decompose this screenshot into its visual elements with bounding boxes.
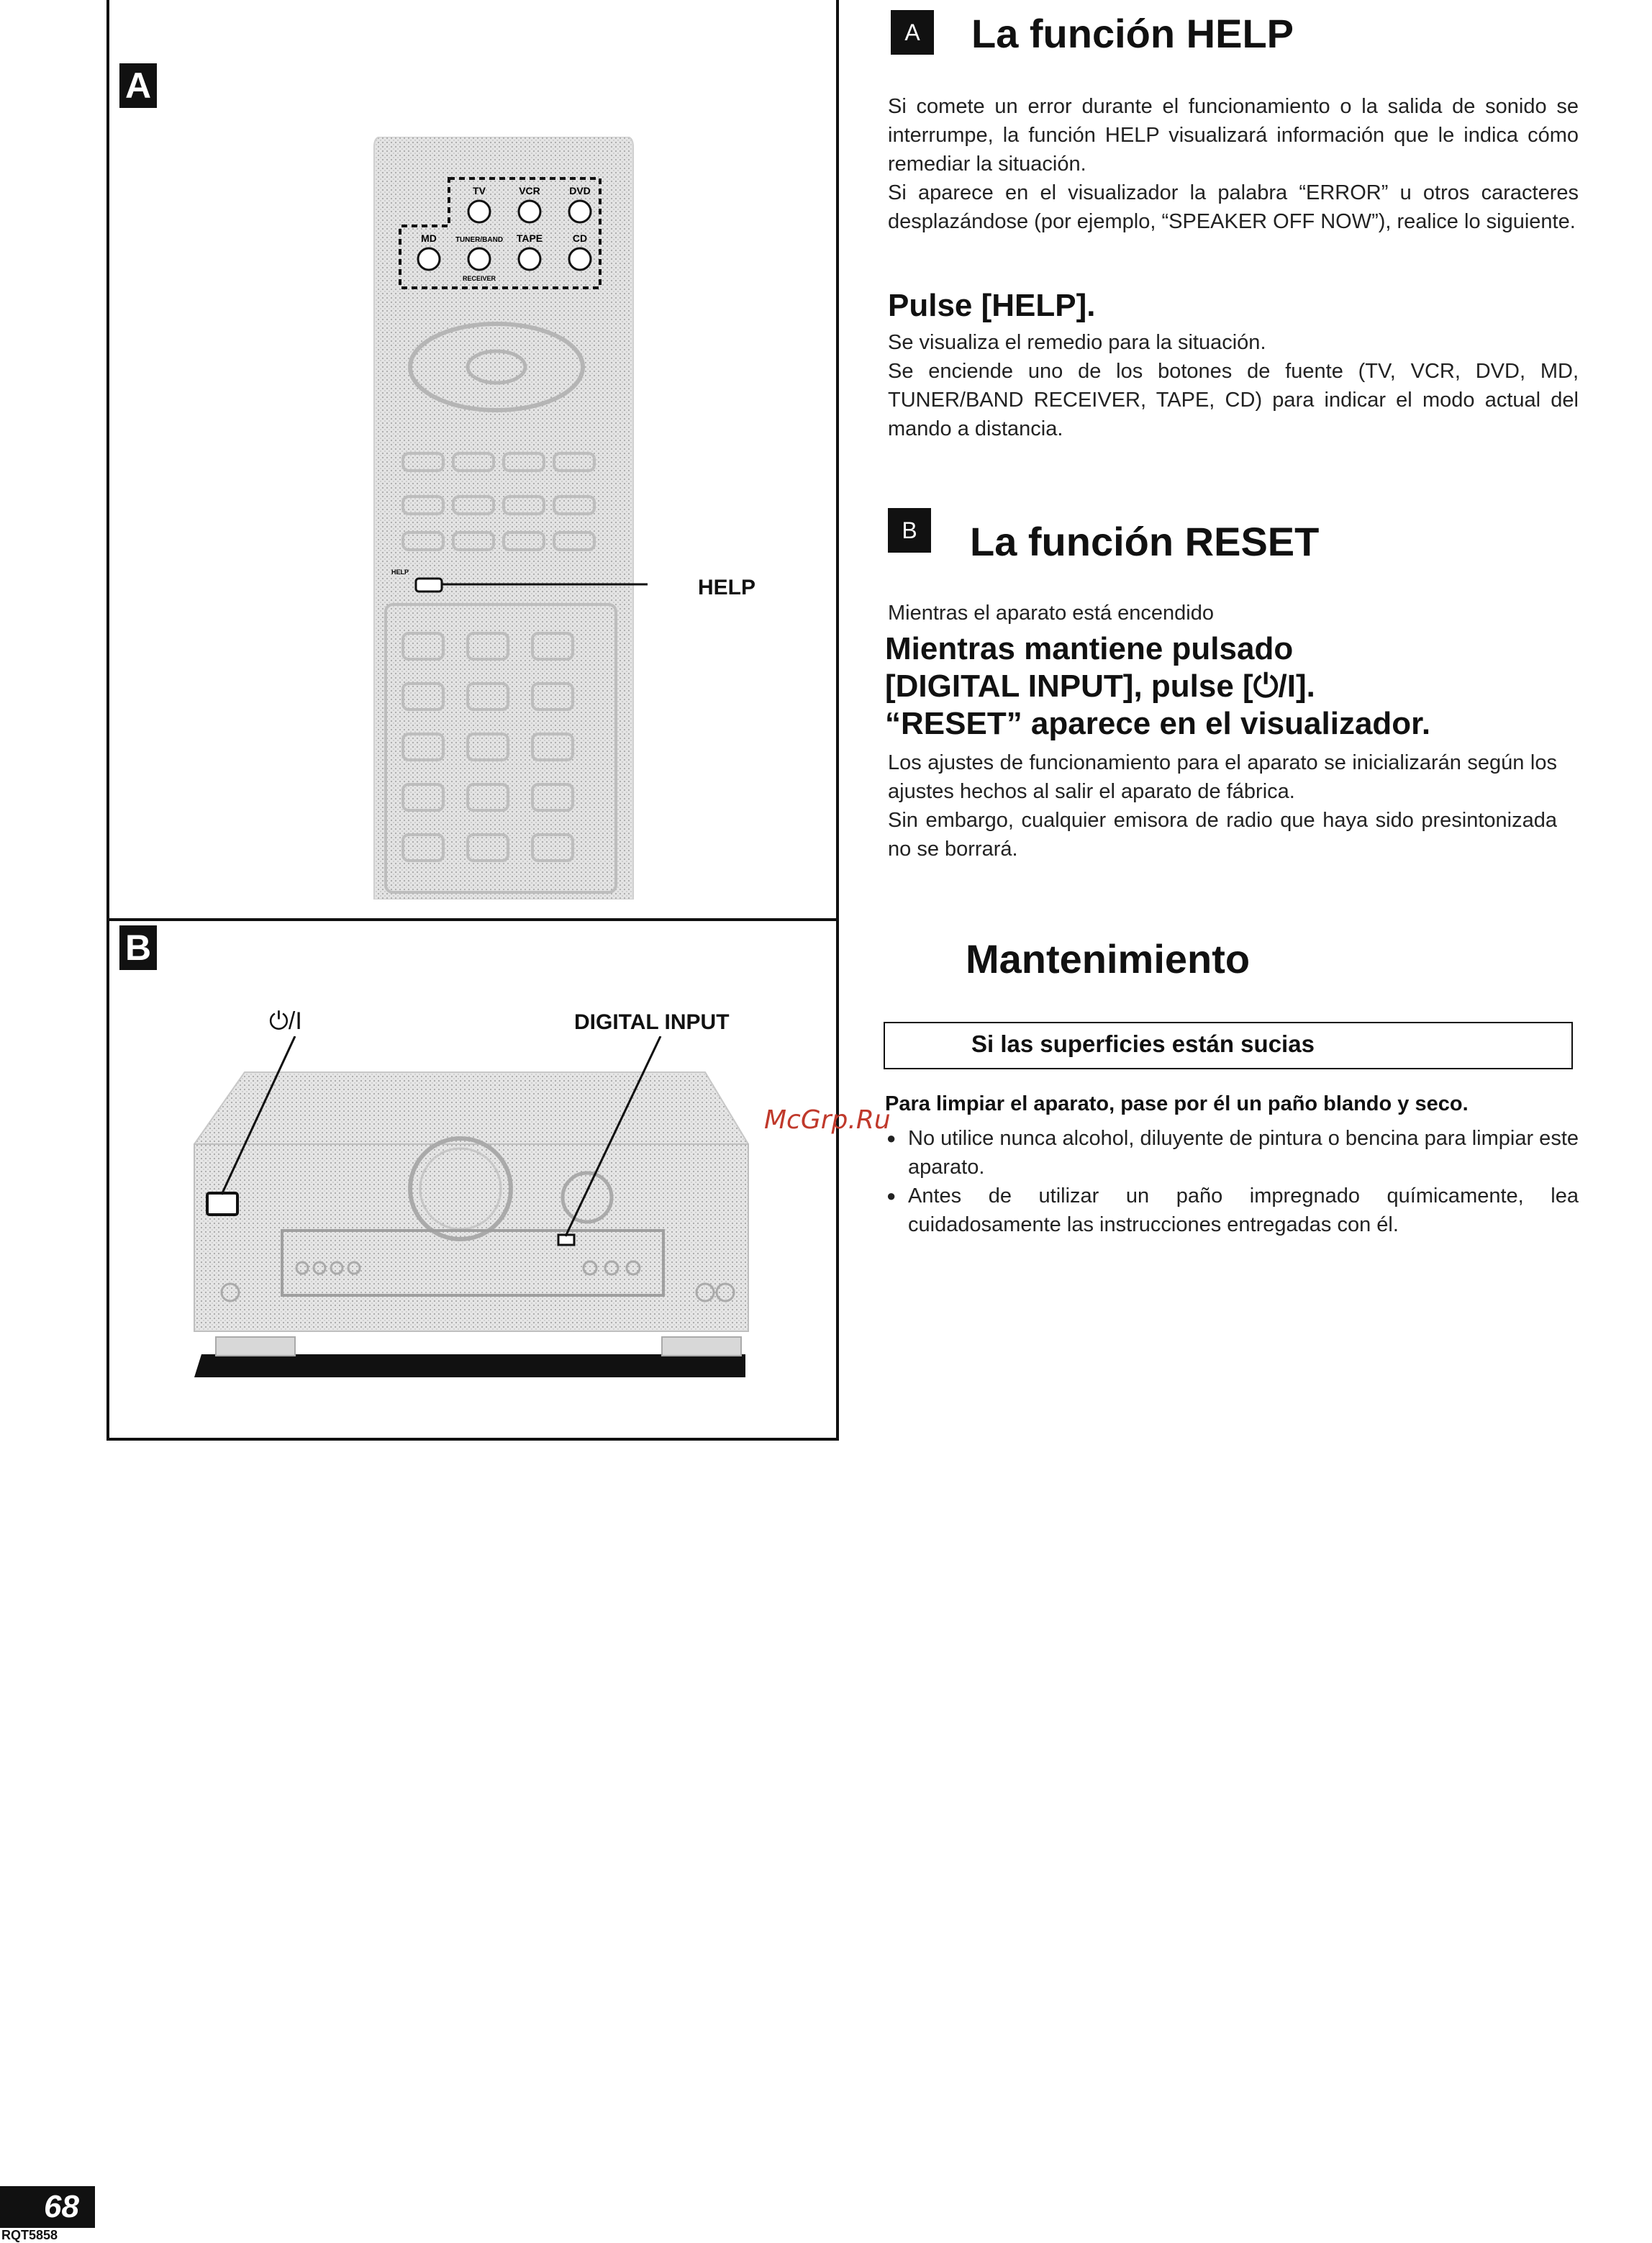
remote-label-md: MD (421, 232, 437, 244)
page-number: 68 (0, 2186, 95, 2228)
section-a-step-desc-1: Se visualiza el remedio para la situación. (888, 331, 1266, 354)
bullet-dot-icon: ● (886, 1129, 897, 1147)
watermark: McGrp.Ru (764, 1105, 891, 1135)
amplifier-illustration (187, 1036, 763, 1389)
maintenance-subhead: Si las superficies están sucias (971, 1030, 1315, 1057)
remote-label-vcr: VCR (519, 185, 540, 196)
figure-a-tag: A (119, 63, 157, 108)
digital-input-callout-label: DIGITAL INPUT (574, 1010, 730, 1034)
section-b-condition: Mientras el aparato está encendido (888, 602, 1215, 625)
illustration-divider (106, 918, 839, 921)
section-b-body-1: Los ajustes de funcionamiento para el aparato se inicializarán según los ajustes hechos al salir el aparato de fábrica. (888, 751, 1557, 803)
remote-label-tv: TV (473, 185, 486, 196)
remote-help-button (416, 579, 442, 592)
section-b-step-line-2: [DIGITAL INPUT], pulse [⏻/I]. (885, 669, 1315, 704)
remote-label-dvd: DVD (569, 185, 591, 196)
remote-control-illustration (360, 137, 648, 900)
section-a-intro-1: Si comete un error durante el funcionamiento o la salida de sonido se interrumpe, la función HELP visualizará información que le indica cómo remediar la situación. (888, 95, 1579, 176)
figure-b-tag: B (119, 925, 157, 970)
section-b-body-2: Sin embargo, cualquier emisora de radio que haya sido presintonizada no se borrará. (888, 809, 1557, 861)
remote-label-receiver: RECEIVER (462, 275, 496, 282)
document-code: RQT5858 (1, 2228, 58, 2242)
section-b-tag: B (888, 508, 931, 553)
power-button (207, 1193, 237, 1215)
power-callout-label: ⏻/I (269, 1007, 302, 1035)
section-b-title: La función RESET (970, 519, 1320, 564)
remote-label-cd: CD (572, 232, 588, 244)
section-b-step-line-1: Mientras mantiene pulsado (885, 631, 1294, 666)
section-a-title: La función HELP (971, 11, 1294, 56)
maintenance-title: Mantenimiento (966, 936, 1251, 982)
remote-label-tuner: TUNER/BAND (455, 236, 504, 244)
section-a-step: Pulse [HELP]. (888, 288, 1096, 323)
section-a-intro-2: Si aparece en el visualizador la palabra “ERROR” u otros caracteres desplazándose (por ejemplo, “SPEAKER OFF NOW”), realice lo siguiente. (888, 181, 1579, 233)
help-callout-label: HELP (698, 576, 756, 599)
section-a-step-desc-2: Se enciende uno de los botones de fuente (TV, VCR, DVD, MD, TUNER/BAND RECEIVER, TAPE, CD) para indicar el modo actual del mando a distancia. (888, 360, 1579, 440)
maintenance-subhead-box (884, 1022, 1573, 1069)
remote-label-help: HELP (391, 568, 409, 576)
maintenance-bullet-1: ● No utilice nunca alcohol, diluyente de pintura o bencina para limpiar este aparato. (888, 1124, 1579, 1182)
remote-label-tape: TAPE (516, 232, 543, 244)
maintenance-bullet-2: ● Antes de utilizar un paño impregnado químicamente, lea cuidadosamente las instrucciones entregadas con él. (888, 1182, 1579, 1239)
maintenance-instruction: Para limpiar el aparato, pase por él un paño blando y seco. (885, 1092, 1469, 1115)
bullet-dot-icon: ● (886, 1187, 897, 1205)
section-b-step-line-3: “RESET” aparece en el visualizador. (885, 706, 1431, 741)
section-a-tag: A (891, 10, 934, 55)
